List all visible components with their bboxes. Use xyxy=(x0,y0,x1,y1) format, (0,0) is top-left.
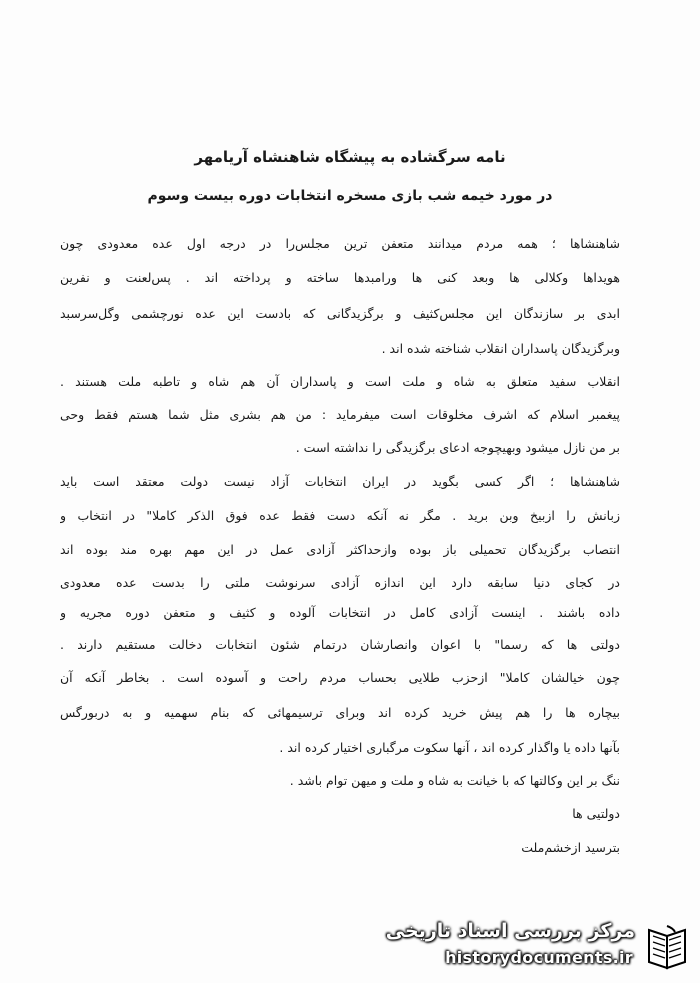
body-line: دولتی ها که رسما" با اعوان وانصارشان درتمام شئون انتخابات دخالت مستقیم دارند . xyxy=(60,637,620,652)
body-line: بیچاره ها را هم پیش خرید کرده اند وبرای ترسیمهائی که بنام سهمیه و به دربورگس xyxy=(60,705,620,720)
watermark-persian-text: مرکز بررسی اسناد تاریخی xyxy=(385,920,635,942)
body-line: بآنها داده یا واگذار کرده اند ، آنها سکوت مرگباری اختیار کرده اند . xyxy=(279,740,620,755)
body-line: زبانش را ازبیخ وبن برید . مگر نه آنکه دست فقط عده فوق الذکر کاملا" در انتخاب و xyxy=(60,508,620,523)
document-title: نامه سرگشاده به پیشگاه شاهنشاه آریامهر xyxy=(194,148,506,166)
book-emblem-icon xyxy=(643,922,691,972)
watermark-logo[interactable] xyxy=(385,912,695,978)
watermark-url[interactable]: historydocuments.ir xyxy=(445,948,633,967)
body-line: چون خیالشان کاملا" ازحزب طلایی بحساب مردم راحت و آسوده است . بخاطر آنکه آن xyxy=(60,670,620,685)
signature-line: دولتیی ها xyxy=(572,806,620,821)
document-subtitle: در مورد خیمه شب بازی مسخره انتخابات دوره بیست وسوم xyxy=(147,188,553,204)
body-line: داده باشند . اینست آزادی کامل در انتخابات آلوده و کثیف و متعفن دوره مجریه و xyxy=(60,605,620,620)
body-line: ابدی بر سازندگان این مجلس‌کثیف و برگزیدگانی که بادست این عده نورچشمی وگل‌سرسبد xyxy=(60,306,620,321)
body-line: بر من نازل میشود وبهیچوجه ادعای برگزیدگی را نداشته است . xyxy=(295,440,620,455)
body-line: شاهنشاها ؛ همه مردم میدانند متعفن ترین مجلس‌را در درجه اول عده معدودی چون xyxy=(60,236,620,251)
body-line: ننگ بر این وکالتها که با خیانت به شاه و ملت و میهن توام باشد . xyxy=(289,773,620,788)
body-line: پیغمبر اسلام که اشرف مخلوقات است میفرماید : من هم بشری مثل شما هستم فقط وحی xyxy=(60,407,620,422)
body-line: وبرگزیدگان پاسداران انقلاب شناخته شده اند . xyxy=(381,341,620,356)
body-line: در کجای دنیا سابقه دارد این اندازه آزادی سرنوشت ملتی را بدست عده معدودی xyxy=(60,575,620,590)
body-line: هویداها وکلالی ها وبعد کنی ها ورامبدها ساخته و پرداخته اند . پس‌لعنت و نفرین xyxy=(60,270,620,285)
body-line: انقلاب سفید متعلق به شاه و ملت است و پاسداران آن هم شاه و تاطبه ملت هستند . xyxy=(60,374,620,389)
signature-closing: بترسید ازخشم‌ملت xyxy=(521,840,620,855)
body-line: شاهنشاها ؛ اگر کسی بگوید در ایران انتخابات آزاد نیست دولت معتقد است باید xyxy=(60,474,620,489)
body-line: انتصاب برگزیدگان تحمیلی باز بوده وازحداکثر آزادی عمل در این مهم بهره مند بوده اند xyxy=(60,542,620,557)
